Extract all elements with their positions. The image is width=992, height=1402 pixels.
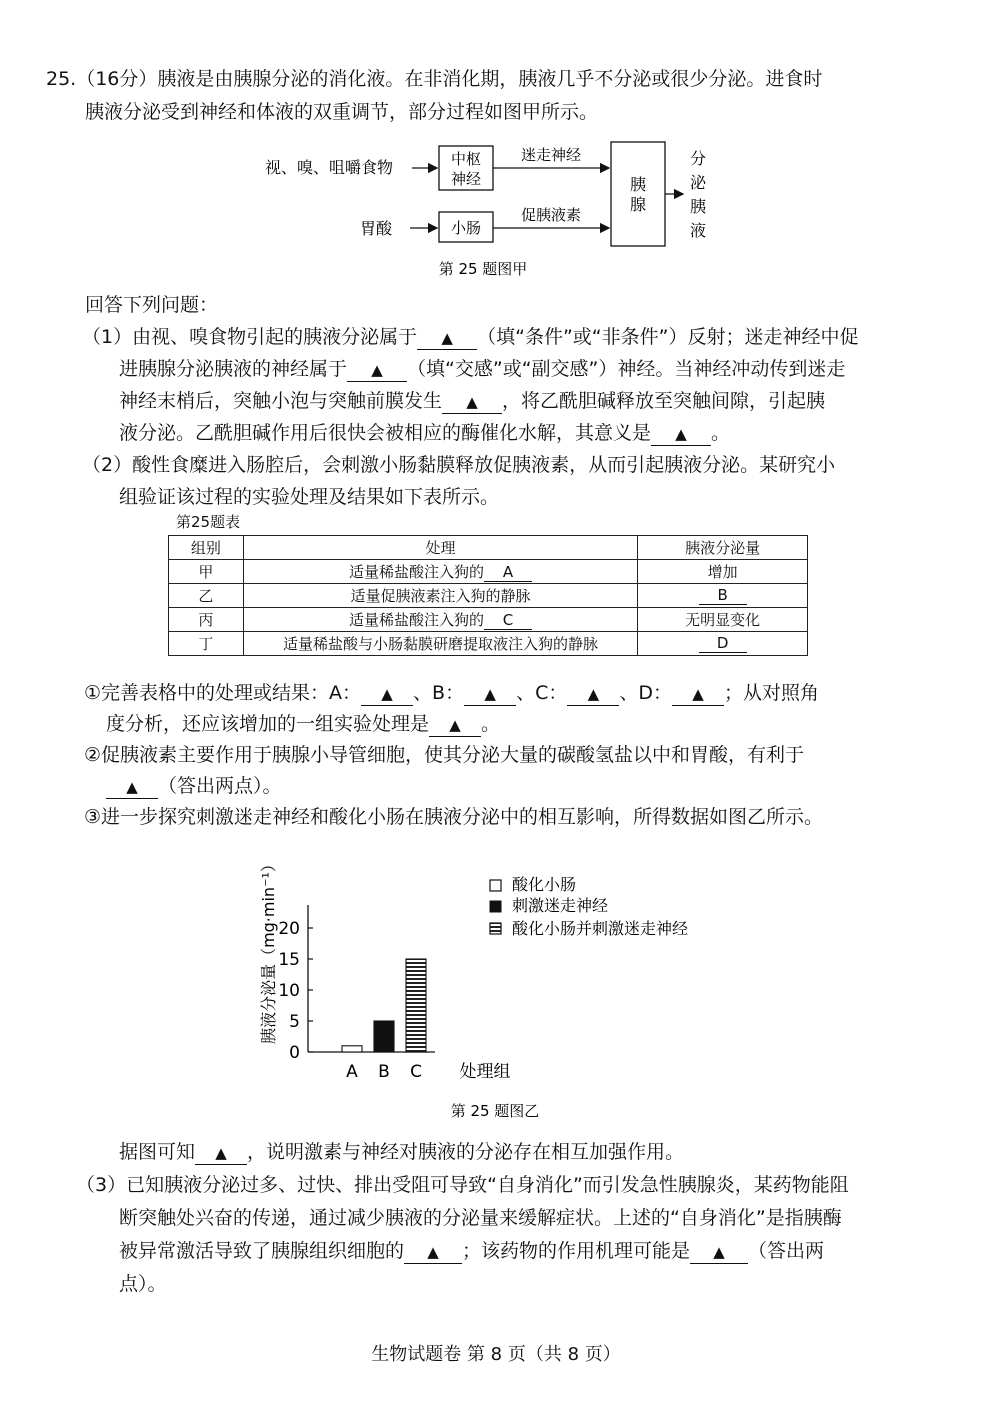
- table-blank: A: [484, 563, 532, 582]
- sub3-line1: ③进一步探究刺激迷走神经和酸化小肠在胰液分泌中的相互影响，所得数据如图乙所示。: [84, 806, 824, 828]
- chart-y-tick-label: 10: [278, 981, 300, 1001]
- chart-x-tick-label: A: [346, 1062, 358, 1082]
- part1-line1: （1）由视、嗅食物引起的胰液分泌属于 ▲ （填“条件”或“非条件”）反射；迷走神经中促: [82, 326, 859, 348]
- label-vagus: 迷走神经: [520, 146, 582, 164]
- question-points: （16分）: [76, 68, 158, 90]
- diagram-caption: 第 25 题图甲: [438, 260, 528, 278]
- sub2-line2: ▲ （答出两点）。: [106, 773, 282, 799]
- svg-text:胰: 胰: [629, 175, 647, 194]
- table-header-row: [169, 536, 808, 560]
- legend-item: 酸化小肠: [512, 875, 577, 894]
- table-row: 丁 适量稀盐酸与小肠黏膜研磨提取液注入狗的静脉 D: [169, 632, 808, 656]
- svg-text:液: 液: [689, 221, 707, 240]
- svg-text:腺: 腺: [629, 195, 647, 214]
- sub1-line1: ①完善表格中的处理或结果：A： ▲ 、B： ▲ 、C： ▲ 、D： ▲ ；从对照角: [84, 682, 820, 704]
- bar-chart-yi: [250, 838, 750, 1123]
- question-intro-line1: 25.（16分）胰液是由胰腺分泌的消化液。在非消化期，胰液几乎不分泌或很少分泌。进食时: [46, 68, 823, 90]
- part1-line2: 进胰腺分泌胰液的神经属于 ▲ （填“交感”或“副交感”）神经。当神经冲动传到迷走: [119, 358, 846, 380]
- part2-line2: 组验证该过程的实验处理及结果如下表所示。: [119, 486, 500, 508]
- svg-text:神经: 神经: [450, 170, 482, 188]
- chart-x-label: 处理组: [459, 1062, 511, 1082]
- chart-y-tick-label: 15: [278, 950, 300, 970]
- part3-line1: （3）已知胰液分泌过多、过快、排出受阻可导致“自身消化”而引发急性胰腺炎，某药物能阻: [76, 1174, 849, 1196]
- chart-y-tick-label: 5: [289, 1012, 300, 1032]
- question-number: 25.: [46, 68, 77, 90]
- chart-caption: 第 25 题图乙: [450, 1102, 540, 1120]
- box-pancreas: [611, 142, 665, 246]
- page-footer: 生物试题卷 第 8 页（共 8 页）: [371, 1344, 621, 1365]
- chart-x-tick-label: C: [410, 1062, 422, 1082]
- legend-item: 刺激迷走神经: [512, 896, 609, 915]
- svg-text:小肠: 小肠: [450, 219, 482, 237]
- part3-line3: 被异常激活导致了胰腺组织细胞的 ▲ ；该药物的作用机理可能是 ▲ （答出两: [119, 1240, 825, 1262]
- chart-y-tick-label: 20: [278, 919, 300, 939]
- chart-bar-B: [374, 1021, 394, 1052]
- table-blank: B: [699, 586, 747, 605]
- table-row: 丙 适量稀盐酸注入狗的 C 无明显变化: [169, 608, 808, 632]
- table-caption: 第25题表: [176, 513, 241, 531]
- legend-item: 酸化小肠并刺激迷走神经: [512, 919, 689, 938]
- table-blank: C: [484, 611, 532, 630]
- table-header-cell: 处理: [243, 536, 637, 560]
- part2-line1: （2）酸性食糜进入肠腔后，会刺激小肠黏膜释放促胰液素，从而引起胰液分泌。某研究小: [82, 454, 836, 476]
- after-chart-line: 据图可知 ▲ ，说明激素与神经对胰液的分泌存在相互加强作用。: [119, 1141, 685, 1163]
- svg-text:分: 分: [689, 149, 707, 168]
- experiment-table: [168, 535, 808, 656]
- part1-line3: 神经末梢后，突触小泡与突触前膜发生 ▲ ，将乙酰胆碱释放至突触间隙，引起胰: [119, 390, 826, 412]
- chart-y-label: 胰液分泌量（mg·min⁻¹）: [259, 856, 278, 1044]
- chart-bar-C: [406, 959, 426, 1052]
- diagram-jia: [255, 136, 745, 278]
- blank-mark: ▲: [417, 327, 477, 350]
- part3-line2: 断突触处兴奋的传递，通过减少胰液的分泌量来缓解症状。上述的“自身消化”是指胰酶: [119, 1207, 842, 1229]
- chart-legend: [490, 875, 688, 938]
- label-secretin: 促胰液素: [520, 206, 582, 224]
- part3-line4: 点）。: [119, 1273, 167, 1295]
- diagram-input-food: 视、嗅、咀嚼食物: [265, 158, 394, 177]
- part1-line4: 液分泌。乙酰胆碱作用后很快会被相应的酶催化水解，其意义是 ▲ 。: [119, 422, 731, 444]
- chart-y-tick-label: 0: [289, 1043, 300, 1063]
- svg-text:中枢: 中枢: [450, 150, 482, 168]
- sub2-line1: ②促胰液素主要作用于胰腺小导管细胞，使其分泌大量的碳酸氢盐以中和胃酸，有利于: [84, 744, 805, 766]
- table-header-cell: 组别: [169, 536, 244, 560]
- table-header-cell: 胰液分泌量: [638, 536, 808, 560]
- svg-text:胰: 胰: [689, 197, 707, 216]
- question-intro-line2: 胰液分泌受到神经和体液的双重调节，部分过程如图甲所示。: [85, 101, 599, 123]
- diagram-input-acid: 胃酸: [360, 219, 393, 238]
- answer-prompt: 回答下列问题：: [85, 294, 219, 316]
- svg-text:泌: 泌: [689, 173, 707, 192]
- chart-x-tick-label: B: [378, 1062, 390, 1082]
- table-row: 乙 适量促胰液素注入狗的静脉 B: [169, 584, 808, 608]
- table-blank: D: [699, 634, 747, 653]
- chart-bar-A: [342, 1046, 362, 1052]
- table-row: 甲 适量稀盐酸注入狗的 A 增加: [169, 560, 808, 584]
- sub1-line2: 度分析，还应该增加的一组实验处理是 ▲ 。: [106, 713, 501, 735]
